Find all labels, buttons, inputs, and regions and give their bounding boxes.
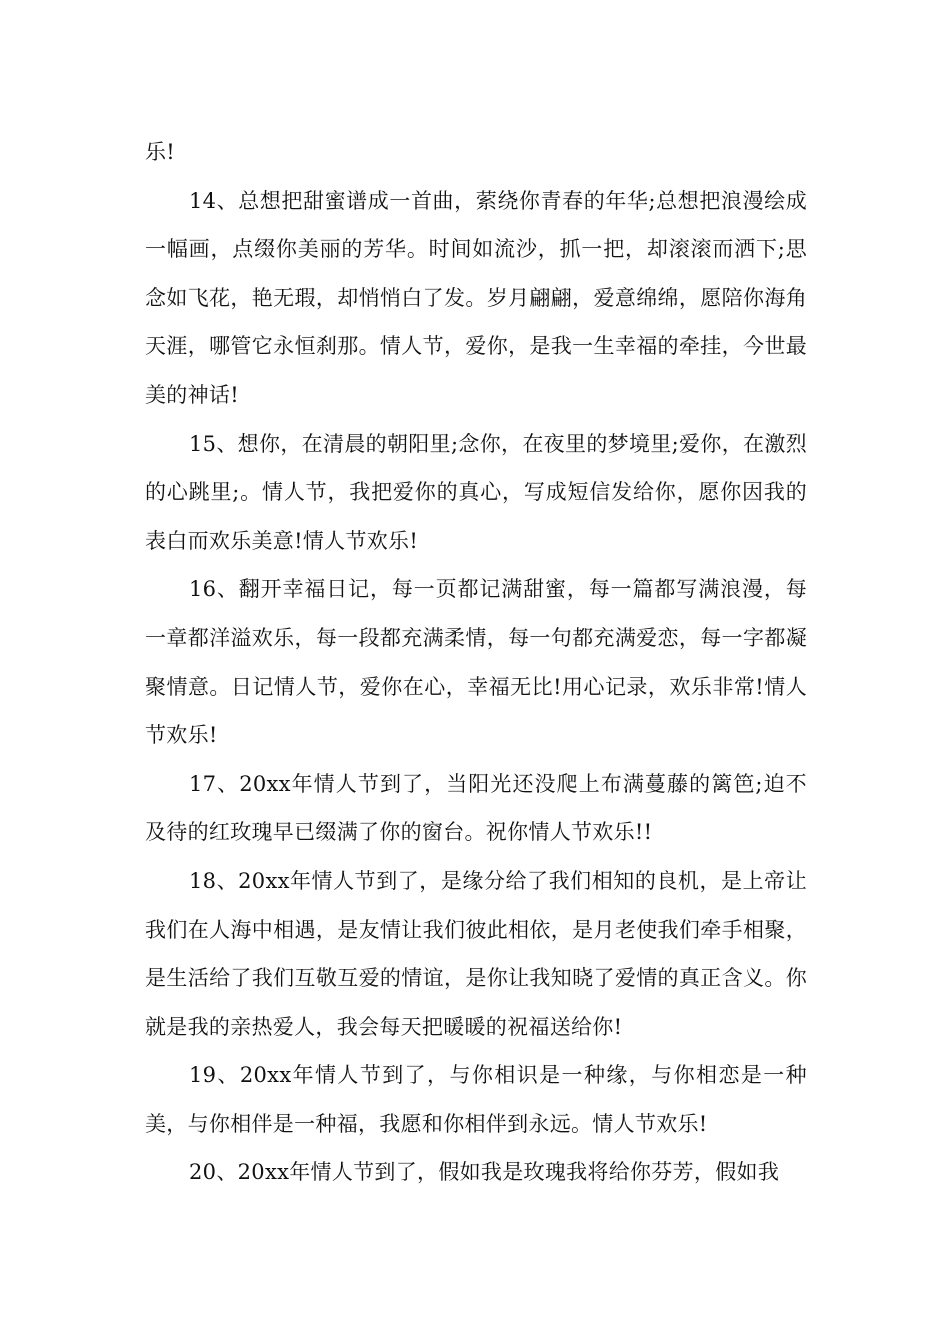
paragraph-14: 14、总想把甜蜜谱成一首曲，萦绕你青春的年华;总想把浪漫绘成一幅画，点缀你美丽的芳华。时间如流沙，抓一把，却滚滚而洒下;思念如飞花，艳无瑕，却悄悄白了发。岁月翩翩，爱意绵绵，愿陪你海角天涯，哪管它永恒刹那。情人节，爱你，是我一生幸福的牵挂，今世最美的神话! — [145, 188, 807, 407]
paragraph-18: 18、20xx年情人节到了，是缘分给了我们相知的良机，是上帝让我们在人海中相遇，是友情让我们彼此相依，是月老使我们牵手相聚，是生活给了我们互敬互爱的情谊，是你让我知晓了爱情的真正含义。你就是我的亲热爱人，我会每天把暖暖的祝福送给你! — [145, 868, 807, 1039]
paragraph-15: 15、想你，在清晨的朝阳里;念你，在夜里的梦境里;爱你，在激烈的心跳里;。情人节，我把爱你的真心，写成短信发给你，愿你因我的表白而欢乐美意!情人节欢乐! — [145, 431, 807, 553]
paragraph-continuation: 乐! — [145, 140, 176, 164]
paragraph-17: 17、20xx年情人节到了，当阳光还没爬上布满蔓藤的篱笆;迫不及待的红玫瑰早已缀满了你的窗台。祝你情人节欢乐!! — [145, 771, 807, 845]
paragraph-16: 16、翻开幸福日记，每一页都记满甜蜜，每一篇都写满浪漫，每一章都洋溢欢乐，每一段都充满柔情，每一句都充满爱恋，每一字都凝聚情意。日记情人节，爱你在心，幸福无比!用心记录，欢乐非常!情人节欢乐! — [145, 577, 807, 748]
document-body — [145, 128, 807, 1197]
paragraph-19: 19、20xx年情人节到了，与你相识是一种缘，与你相恋是一种美，与你相伴是一种福，我愿和你相伴到永远。情人节欢乐! — [145, 1063, 807, 1136]
paragraph-20: 20、20xx年情人节到了，假如我是玫瑰我将给你芬芳，假如我 — [189, 1160, 780, 1185]
